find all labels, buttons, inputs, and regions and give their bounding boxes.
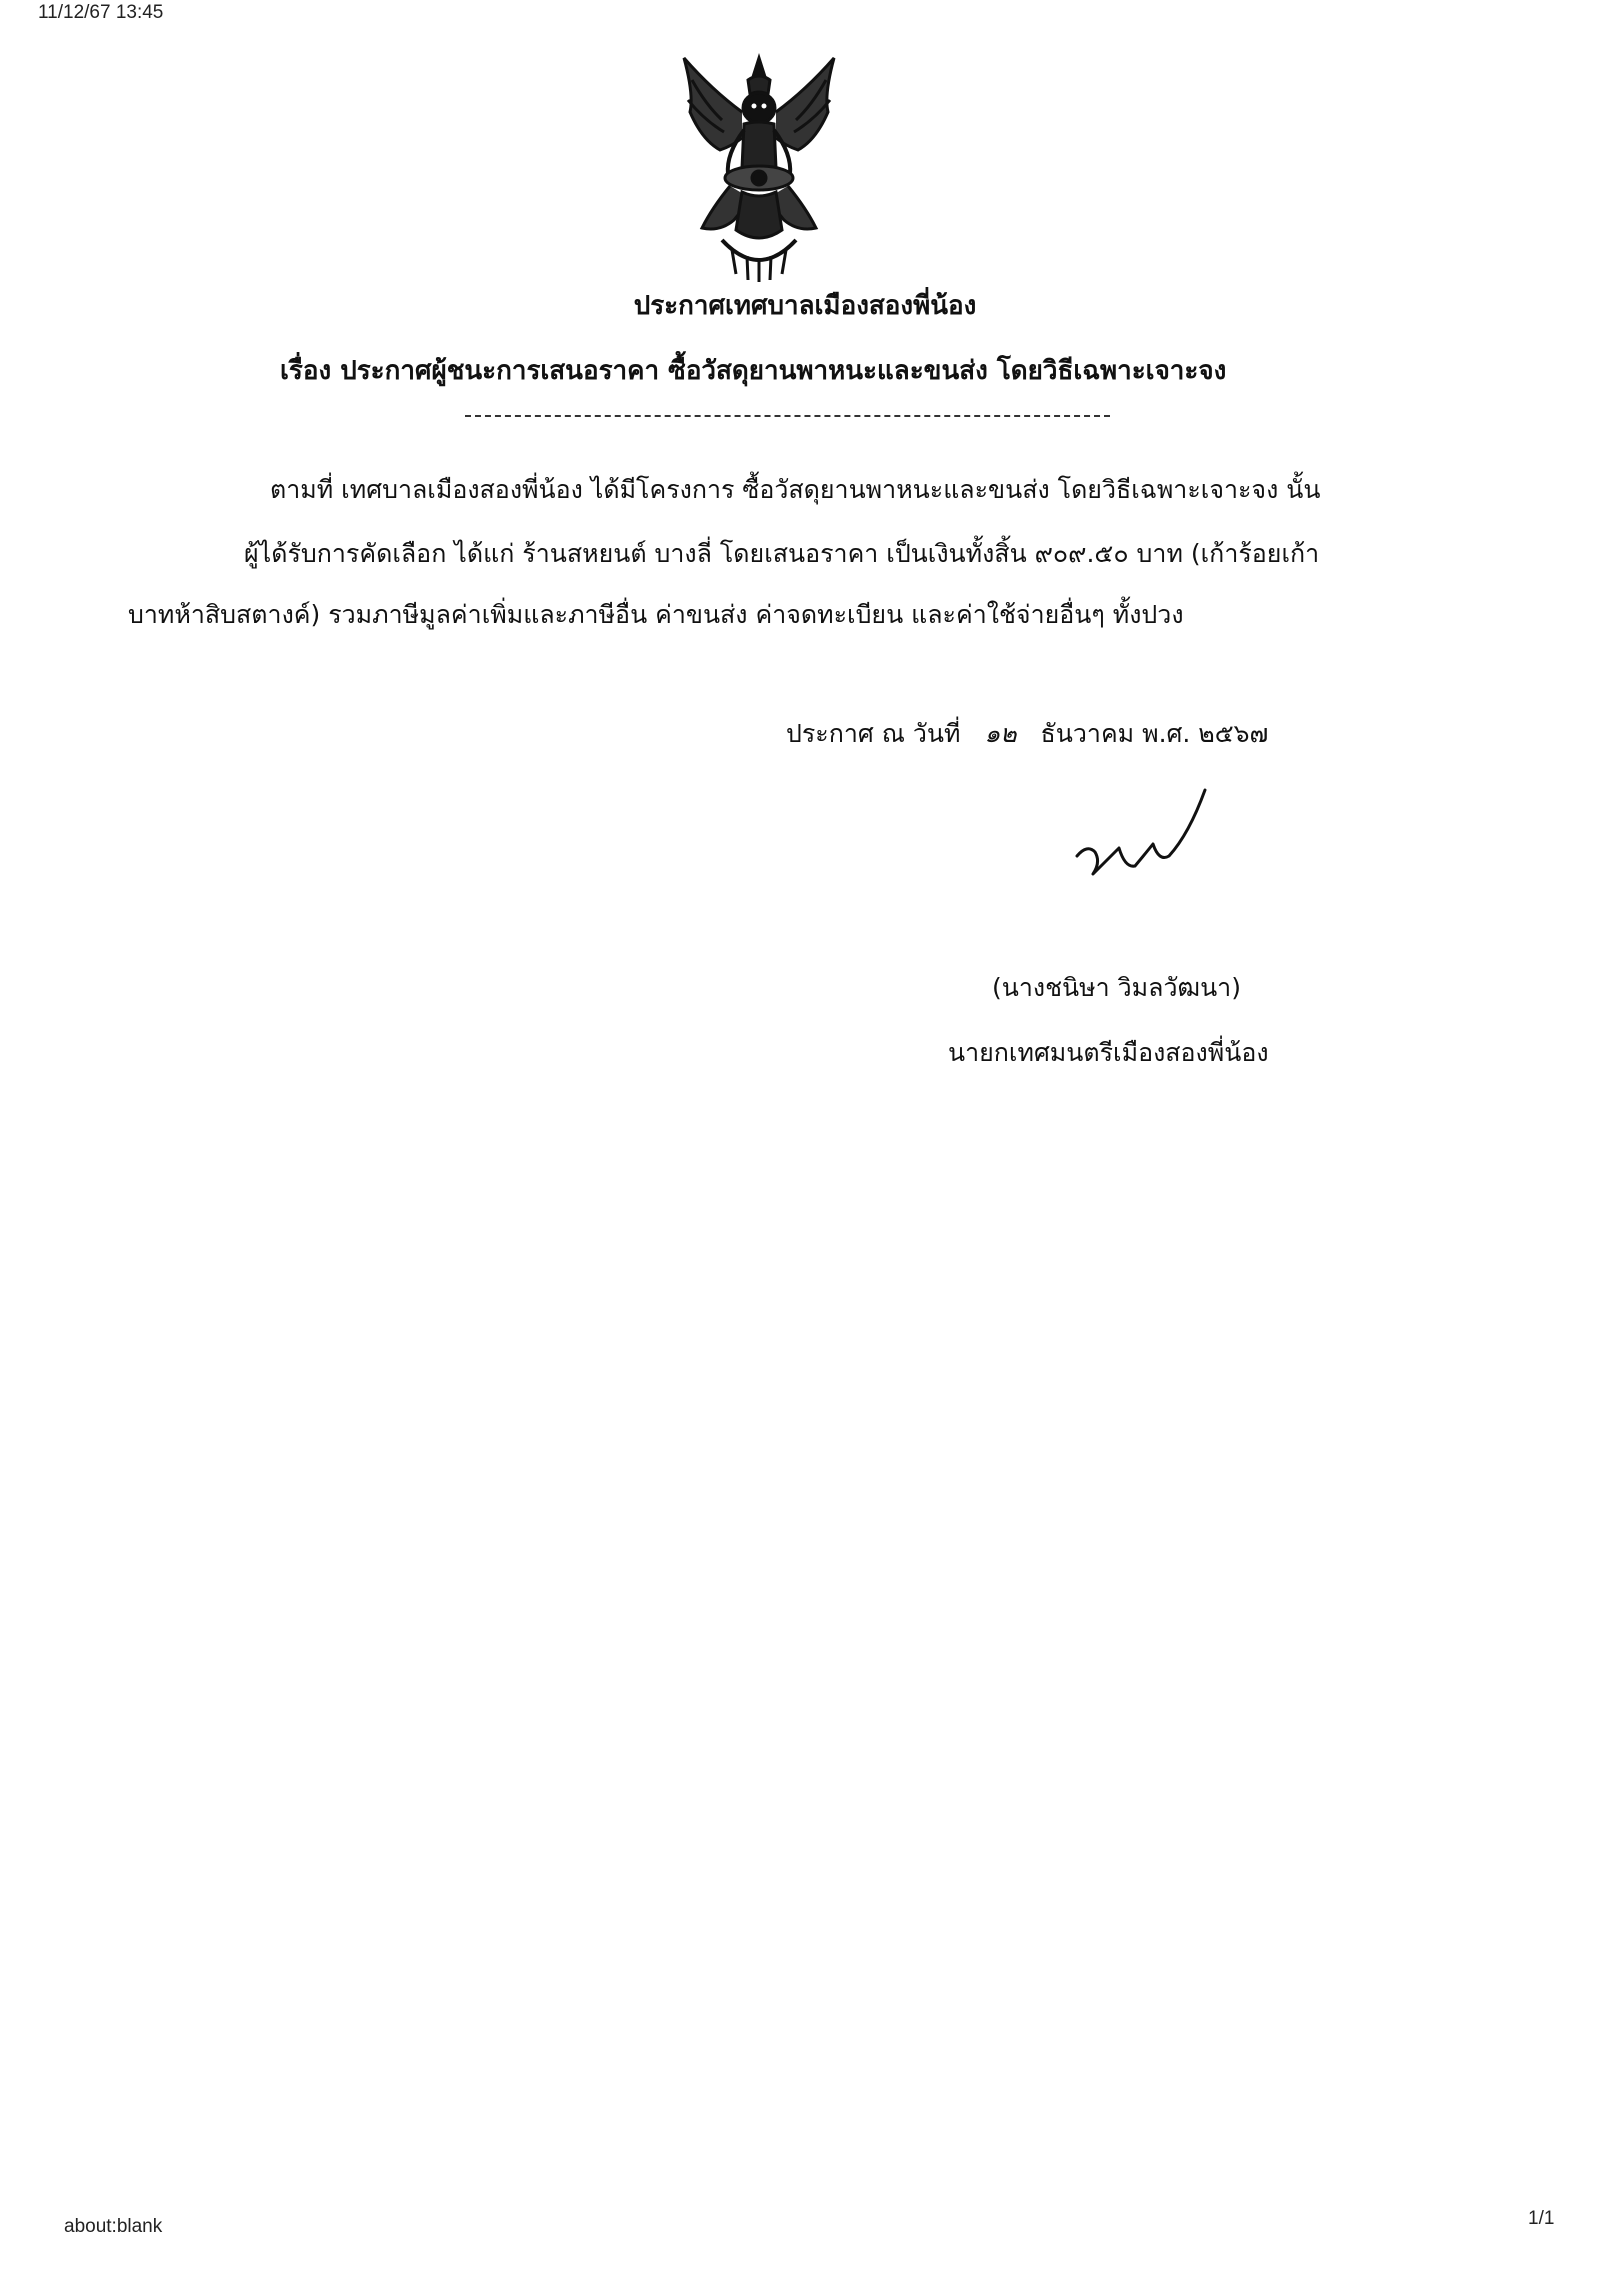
date-day: ๑๒ [984, 719, 1017, 748]
page-indicator: 1/1 [1528, 2208, 1555, 2229]
handwritten-signature [1065, 778, 1240, 898]
paragraph-line-1: ตามที่ เทศบาลเมืองสองพี่น้อง ได้มีโครงการ ซื้อวัสดุยานพาหนะและขนส่ง โดยวิธีเฉพาะเจาะจง นั้น [270, 475, 1321, 504]
paragraph-line-2: ผู้ได้รับการคัดเลือก ได้แก่ ร้านสหยนต์ บางลี่ โดยเสนอราคา เป็นเงินทั้งสิ้น ๙๐๙.๕๐ บาท (เก้าร้อยเก้า [244, 539, 1320, 568]
announcement-date [786, 716, 1268, 752]
date-suffix: ธันวาคม พ.ศ. ๒๕๖๗ [1040, 719, 1269, 748]
date-prefix: ประกาศ ณ วันที่ [786, 719, 961, 748]
document-subject: เรื่อง ประกาศผู้ชนะการเสนอราคา ซื้อวัสดุยานพาหนะและขนส่ง โดยวิธีเฉพาะเจาะจง [280, 356, 1227, 386]
divider [465, 415, 1110, 417]
print-url: about:blank [64, 2216, 163, 2237]
paragraph-line-3: บาทห้าสิบสตางค์) รวมภาษีมูลค่าเพิ่มและภาษีอื่น ค่าขนส่ง ค่าจดทะเบียน และค่าใช้จ่ายอื่นๆ ทั้งปวง [128, 600, 1184, 629]
signer-name: (นางชนิษา วิมลวัฒนา) [992, 973, 1241, 1002]
signer-position: นายกเทศมนตรีเมืองสองพี่น้อง [948, 1038, 1269, 1067]
garuda-emblem-icon [672, 50, 847, 285]
print-timestamp: 11/12/67 13:45 [38, 2, 164, 23]
document-title: ประกาศเทศบาลเมืองสองพี่น้อง [633, 291, 977, 321]
